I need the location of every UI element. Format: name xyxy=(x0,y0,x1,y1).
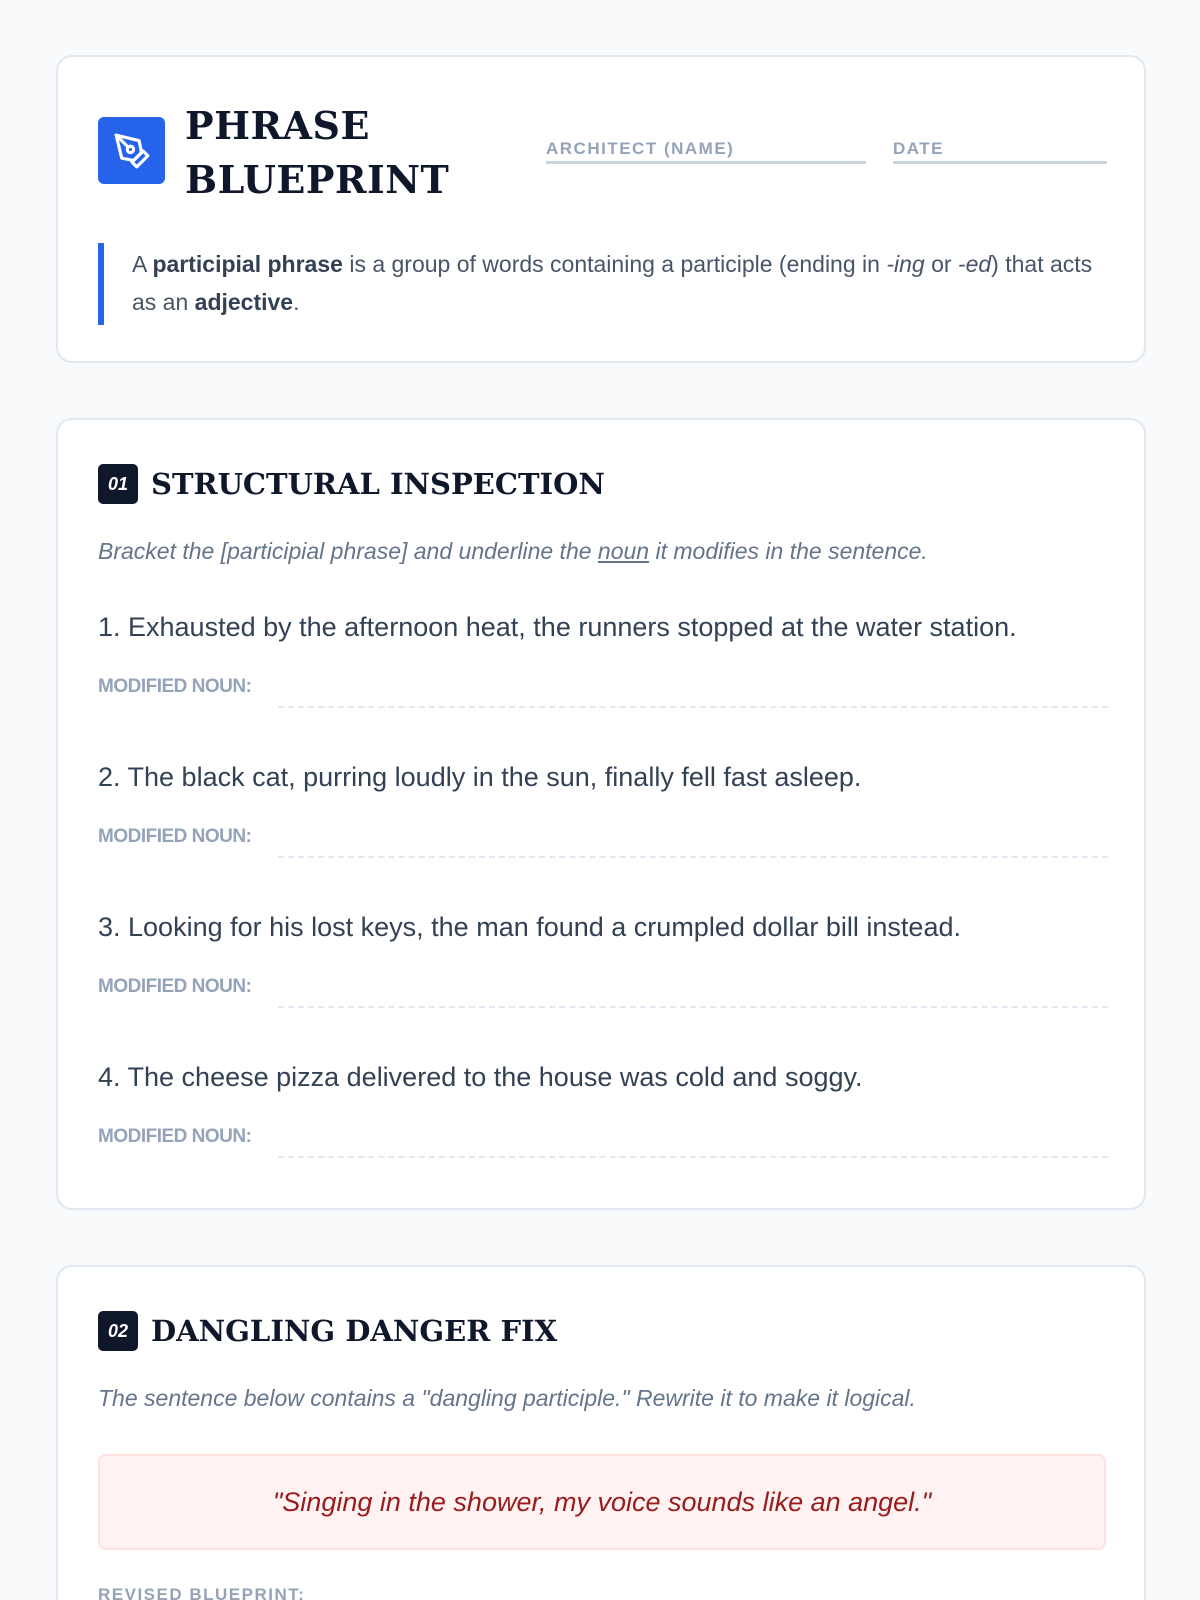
section-structural-inspection xyxy=(56,418,1146,1210)
instruction-noun: noun xyxy=(597,538,650,564)
modified-noun-label: MODIFIED NOUN: xyxy=(98,976,252,997)
logo xyxy=(98,117,165,184)
section-header xyxy=(98,464,605,504)
definition-text: A xyxy=(132,251,147,277)
exercise-item xyxy=(98,610,1108,740)
pen-nib-icon xyxy=(113,132,151,170)
definition-callout xyxy=(98,243,1108,325)
page-title xyxy=(185,99,449,207)
architect-name-label: ARCHITECT (NAME) xyxy=(546,139,735,158)
revised-blueprint-label: REVISED BLUEPRINT: xyxy=(98,1585,306,1600)
answer-line[interactable] xyxy=(278,1006,1108,1008)
section-number-badge: 02 xyxy=(98,1311,138,1351)
section-title: STRUCTURAL INSPECTION xyxy=(151,467,605,501)
definition-text: ) that acts as an xyxy=(132,251,1093,315)
date-label: DATE xyxy=(893,139,945,158)
definition-text: . xyxy=(293,289,300,315)
answer-line[interactable] xyxy=(278,706,1108,708)
section-dangling-danger-fix xyxy=(56,1265,1146,1600)
section-number-badge: 01 xyxy=(98,464,138,504)
answer-line[interactable] xyxy=(278,856,1108,858)
modified-noun-label: MODIFIED NOUN: xyxy=(98,826,252,847)
exercise-sentence: 1. Exhausted by the afternoon heat, the runners stopped at the water station. xyxy=(98,612,1017,642)
instruction-text: it modifies in the sentence. xyxy=(655,538,928,564)
exercise-item xyxy=(98,1060,1108,1190)
exercise-sentence: 4. The cheese pizza delivered to the house was cold and soggy. xyxy=(98,1062,863,1092)
section-header xyxy=(98,1311,557,1351)
modified-noun-label: MODIFIED NOUN: xyxy=(98,1126,252,1147)
exercise-item xyxy=(98,910,1108,1040)
definition-text: or xyxy=(931,251,952,277)
section-instruction xyxy=(98,538,1108,565)
instruction-text: Bracket the [participial phrase] and underline the xyxy=(98,538,592,564)
exercise-sentence: 2. The black cat, purring loudly in the sun, finally fell fast asleep. xyxy=(98,762,862,792)
title-line-1: PHRASE xyxy=(185,103,370,148)
definition-suffix-ing: -ing xyxy=(886,251,925,277)
modified-noun-label: MODIFIED NOUN: xyxy=(98,676,252,697)
exercise-item xyxy=(98,760,1108,890)
definition-term: participial phrase xyxy=(152,251,343,277)
dangling-example-sentence: "Singing in the shower, my voice sounds like an angel." xyxy=(272,1486,932,1517)
section-title: DANGLING DANGER FIX xyxy=(151,1314,558,1348)
definition-suffix-ed: -ed xyxy=(957,251,992,277)
title-line-2: BLUEPRINT xyxy=(185,157,450,202)
header-card xyxy=(56,55,1146,363)
answer-line[interactable] xyxy=(278,1156,1108,1158)
date-field[interactable] xyxy=(893,139,1107,164)
section-instruction: The sentence below contains a "dangling participle." Rewrite it to make it logical. xyxy=(98,1385,916,1411)
exercise-sentence: 3. Looking for his lost keys, the man found a crumpled dollar bill instead. xyxy=(98,912,961,942)
architect-name-field[interactable] xyxy=(546,139,866,164)
dangling-example-box xyxy=(98,1454,1106,1550)
definition-text: is a group of words containing a participle (ending in xyxy=(349,251,880,277)
definition-role: adjective xyxy=(194,289,294,315)
